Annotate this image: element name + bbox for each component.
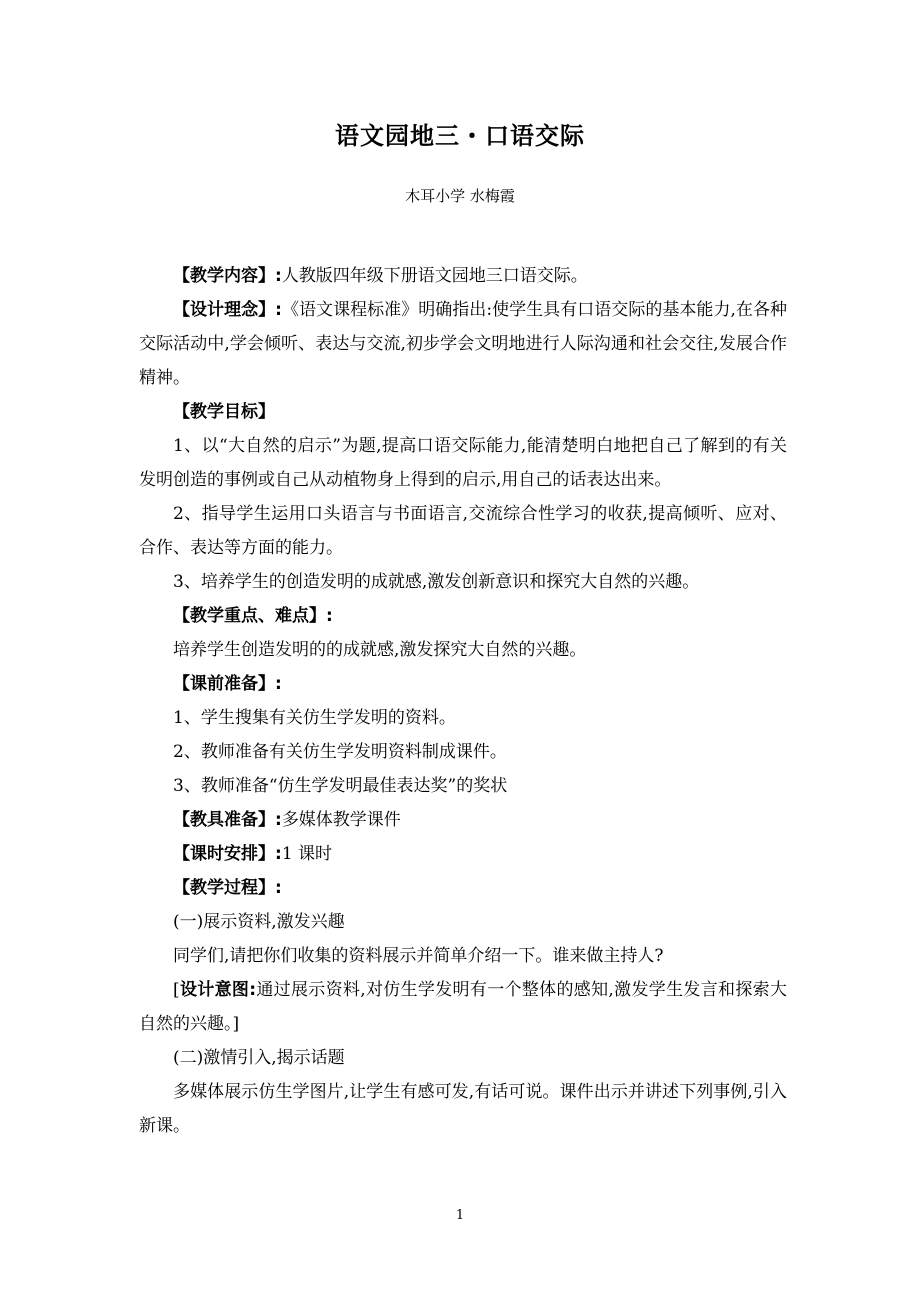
goal-item: 3、培养学生的创造发明的成就感,激发创新意识和探究大自然的兴趣。 [173,572,700,592]
design-concept-paragraph [139,293,787,395]
goal-item: 1、以“大自然的启示”为题,提高口语交际能力,能清楚明白地把自己了解到的有关发明创造的事例或自己从动植物身上得到的启示,用自己的话表达出来。 [139,436,787,490]
tools-paragraph [139,803,787,837]
design-intent-paragraph [139,973,787,1041]
tools-label: 【教具准备】: [173,810,282,830]
hours-label: 【课时安排】: [173,844,282,864]
step2-heading: (二)激情引入,揭示话题 [173,1048,345,1068]
document-title: 语文园地三・口语交际 [335,122,585,150]
design-concept-text: 《语文课程标准》明确指出:使学生具有口语交际的基本能力,在各种交际活动中,学会倾听、表达与交流,初步学会文明地进行人际沟通和社会交往,发展合作精神。 [139,300,787,388]
process-heading: 【教学过程】: [173,878,282,898]
key-points-text: 培养学生创造发明的的成就感,激发探究大自然的兴趣。 [173,640,587,660]
page-number: 1 [455,1208,465,1223]
step1-text: 同学们,请把你们收集的资料展示并简单介绍一下。谁来做主持人? [173,946,664,966]
preparation-item: 1、学生搜集有关仿生学发明的资料。 [173,708,456,728]
hours-paragraph [139,837,787,871]
key-points-heading: 【教学重点、难点】: [173,606,333,626]
teaching-content-paragraph [139,259,787,293]
document-body [139,259,787,1143]
design-intent-bracket: [ [173,980,180,1000]
teaching-goals-heading: 【教学目标】 [173,402,275,422]
design-concept-label: 【设计理念】: [173,300,282,320]
tools-text: 多媒体教学课件 [281,810,401,830]
design-intent-text: 通过展示资料,对仿生学发明有一个整体的感知,激发学生发言和探索大自然的兴趣。] [139,980,787,1034]
teaching-content-text: 人教版四年级下册语文园地三口语交际。 [281,266,588,286]
step1-heading: (一)展示资料,激发兴趣 [173,912,345,932]
design-intent-label: 设计意图: [179,980,257,1000]
teaching-content-label: 【教学内容】: [173,266,282,286]
author-line: 木耳小学 水梅霞 [405,187,515,205]
hours-text: 1 课时 [281,844,333,864]
preparation-item: 3、教师准备“仿生学发明最佳表达奖”的奖状 [173,776,508,796]
step2-text: 多媒体展示仿生学图片,让学生有感可发,有话可说。课件出示并讲述下列事例,引入新课。 [139,1082,787,1136]
preparation-heading: 【课前准备】: [173,674,282,694]
goal-item: 2、指导学生运用口头语言与书面语言,交流综合性学习的收获,提高倾听、应对、合作、表达等方面的能力。 [139,504,787,558]
preparation-item: 2、教师准备有关仿生学发明资料制成课件。 [173,742,507,762]
